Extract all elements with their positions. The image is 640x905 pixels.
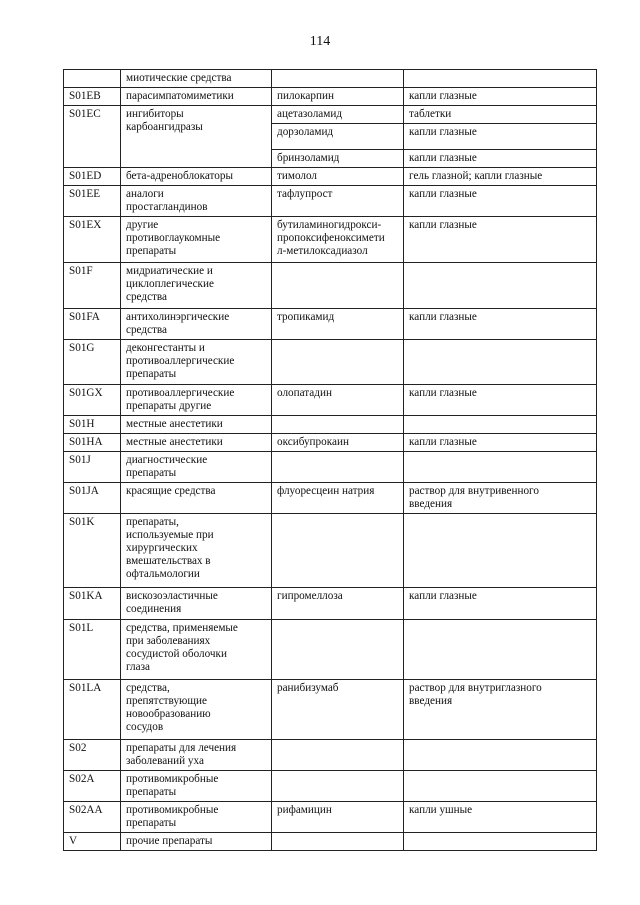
group-name-cell: бета-адреноблокаторы (121, 168, 272, 186)
group-name-cell: препараты, используемые при хирургических вмешательствах в офтальмологии (121, 514, 272, 588)
drug-name-cell: тафлупрост (272, 186, 404, 217)
atc-code-cell: S01LA (64, 680, 121, 740)
dosage-form-cell: капли глазные (404, 309, 597, 340)
group-name-cell: прочие препараты (121, 833, 272, 851)
atc-code-cell: S02AA (64, 802, 121, 833)
table-row (64, 416, 597, 434)
atc-code-cell: S01JA (64, 483, 121, 514)
dosage-form-cell: гель глазной; капли глазные (404, 168, 597, 186)
drug-name-cell (272, 452, 404, 483)
atc-code-cell: S01J (64, 452, 121, 483)
dosage-form-cell: капли глазные (404, 385, 597, 416)
dosage-form-cell (404, 340, 597, 385)
table-row (64, 385, 597, 416)
group-name-cell: аналоги простагландинов (121, 186, 272, 217)
dosage-form-cell (404, 452, 597, 483)
table-row (64, 588, 597, 620)
group-name-cell: другие противоглаукомные препараты (121, 217, 272, 263)
atc-code-cell: S01L (64, 620, 121, 680)
drug-name-cell: оксибупрокаин (272, 434, 404, 452)
atc-code-cell: S01HA (64, 434, 121, 452)
drug-name-cell: пилокарпин (272, 88, 404, 106)
dosage-form-cell: раствор для внутриглазного введения (404, 680, 597, 740)
atc-code-cell: S01G (64, 340, 121, 385)
table-row (64, 452, 597, 483)
table-row (64, 620, 597, 680)
group-name-cell: противомикробные препараты (121, 802, 272, 833)
atc-code-cell (64, 70, 121, 88)
table-row (64, 833, 597, 851)
table-row (64, 106, 597, 124)
drug-name-cell: олопатадин (272, 385, 404, 416)
table-row (64, 771, 597, 802)
group-name-cell: парасимпатомиметики (121, 88, 272, 106)
table-row (64, 70, 597, 88)
atc-code-cell: S01EX (64, 217, 121, 263)
drug-name-cell (272, 70, 404, 88)
dosage-form-cell (404, 833, 597, 851)
dosage-form-cell (404, 514, 597, 588)
table-row (64, 802, 597, 833)
drug-name-cell: флуоресцеин натрия (272, 483, 404, 514)
group-name-cell: миотические средства (121, 70, 272, 88)
drug-name-cell (272, 771, 404, 802)
dosage-form-cell: капли глазные (404, 434, 597, 452)
dosage-form-cell: капли глазные (404, 217, 597, 263)
dosage-form-cell: капли глазные (404, 588, 597, 620)
drug-name-cell: бринзоламид (272, 150, 404, 168)
dosage-form-cell (404, 70, 597, 88)
drug-name-cell: гипромеллоза (272, 588, 404, 620)
group-name-cell: местные анестетики (121, 434, 272, 452)
table-row (64, 263, 597, 309)
table-row (64, 168, 597, 186)
group-name-cell: противоаллергические препараты другие (121, 385, 272, 416)
dosage-form-cell: раствор для внутривенного введения (404, 483, 597, 514)
dosage-form-cell: капли ушные (404, 802, 597, 833)
drug-classification-table (63, 69, 597, 851)
group-name-cell: средства, применяемые при заболеваниях сосудистой оболочки глаза (121, 620, 272, 680)
atc-code-cell: S01EC (64, 106, 121, 168)
drug-name-cell: ацетазоламид (272, 106, 404, 124)
table-row (64, 309, 597, 340)
group-name-cell: мидриатические и циклоплегические средства (121, 263, 272, 309)
atc-code-cell: S01ED (64, 168, 121, 186)
group-name-cell: антихолинэргические средства (121, 309, 272, 340)
drug-name-cell: тимолол (272, 168, 404, 186)
page-number: 114 (309, 34, 331, 49)
table-row (64, 186, 597, 217)
dosage-form-cell: капли глазные (404, 124, 597, 150)
atc-code-cell: S02 (64, 740, 121, 771)
drug-name-cell: ранибизумаб (272, 680, 404, 740)
drug-name-cell: дорзоламид (272, 124, 404, 150)
atc-code-cell: S02A (64, 771, 121, 802)
dosage-form-cell: таблетки (404, 106, 597, 124)
atc-code-cell: S01GX (64, 385, 121, 416)
atc-code-cell: S01KA (64, 588, 121, 620)
drug-name-cell (272, 340, 404, 385)
table-row (64, 88, 597, 106)
atc-code-cell: S01K (64, 514, 121, 588)
atc-code-cell: V (64, 833, 121, 851)
dosage-form-cell (404, 740, 597, 771)
table-row (64, 434, 597, 452)
dosage-form-cell: капли глазные (404, 186, 597, 217)
atc-code-cell: S01F (64, 263, 121, 309)
drug-name-cell: рифамицин (272, 802, 404, 833)
group-name-cell: препараты для лечения заболеваний уха (121, 740, 272, 771)
drug-name-cell: тропикамид (272, 309, 404, 340)
group-name-cell: деконгестанты и противоаллергические препараты (121, 340, 272, 385)
group-name-cell: вискозоэластичные соединения (121, 588, 272, 620)
group-name-cell: средства, препятствующие новообразованию сосудов (121, 680, 272, 740)
dosage-form-cell (404, 416, 597, 434)
dosage-form-cell (404, 771, 597, 802)
dosage-form-cell (404, 263, 597, 309)
atc-code-cell: S01EE (64, 186, 121, 217)
dosage-form-cell: капли глазные (404, 150, 597, 168)
table-row (64, 483, 597, 514)
drug-name-cell (272, 416, 404, 434)
group-name-cell: диагностические препараты (121, 452, 272, 483)
group-name-cell: местные анестетики (121, 416, 272, 434)
table-row (64, 514, 597, 588)
group-name-cell: красящие средства (121, 483, 272, 514)
atc-code-cell: S01H (64, 416, 121, 434)
drug-name-cell (272, 620, 404, 680)
table-row (64, 680, 597, 740)
atc-code-cell: S01FA (64, 309, 121, 340)
drug-name-cell: бутиламиногидрокси- пропоксифеноксимети л-метилоксадиазол (272, 217, 404, 263)
group-name-cell: ингибиторы карбоангидразы (121, 106, 272, 168)
table-body (64, 70, 597, 851)
drug-name-cell (272, 263, 404, 309)
atc-code-cell: S01EB (64, 88, 121, 106)
drug-name-cell (272, 740, 404, 771)
group-name-cell: противомикробные препараты (121, 771, 272, 802)
table-row (64, 217, 597, 263)
dosage-form-cell (404, 620, 597, 680)
drug-name-cell (272, 833, 404, 851)
table-row (64, 740, 597, 771)
drug-name-cell (272, 514, 404, 588)
table-row (64, 340, 597, 385)
dosage-form-cell: капли глазные (404, 88, 597, 106)
